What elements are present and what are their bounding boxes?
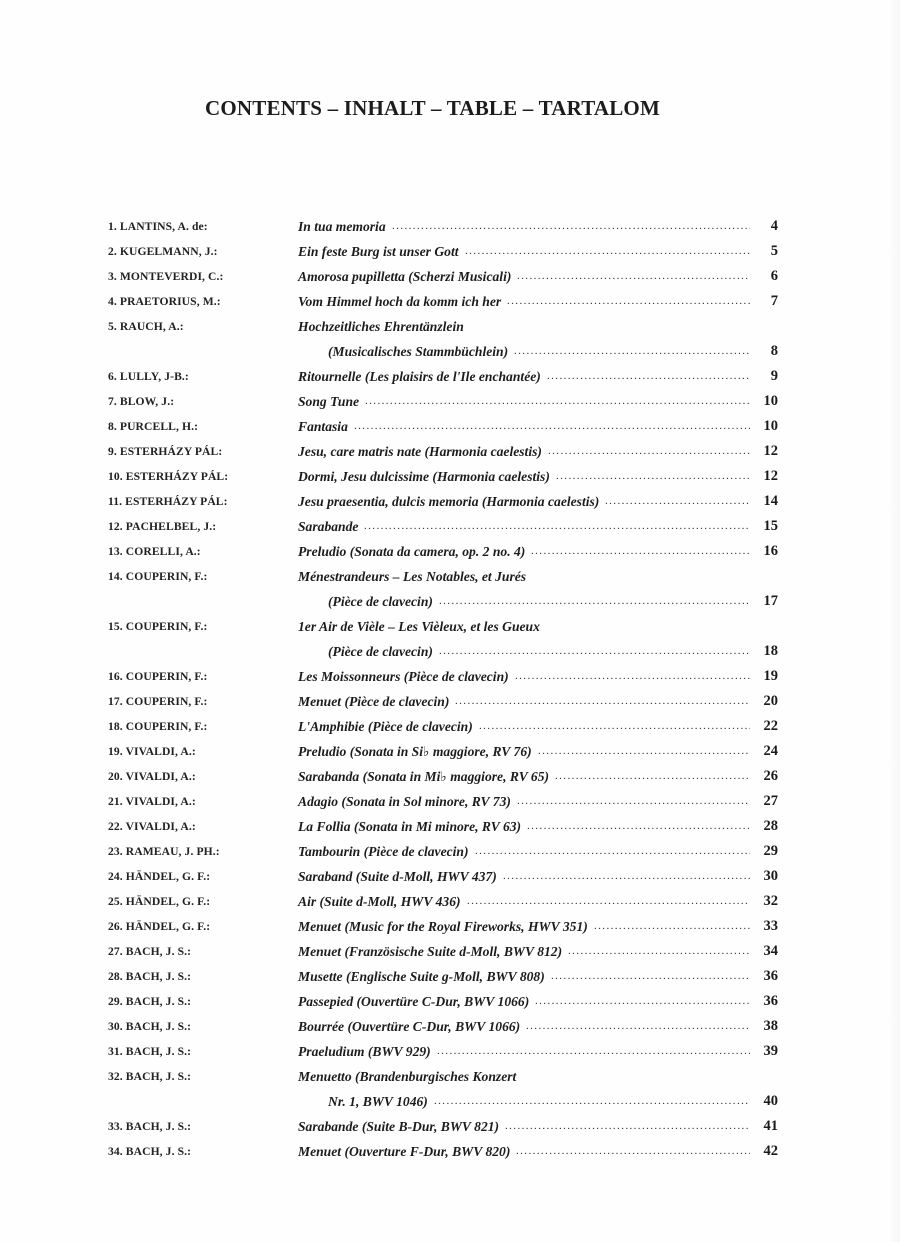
composer-name: 17. COUPERIN, F.: (108, 695, 208, 708)
page-number: 10 (763, 393, 778, 409)
piece-title: Tambourin (Pièce de clavecin) (298, 844, 469, 859)
toc-line (108, 939, 778, 964)
dot-leader (503, 864, 750, 889)
toc-entry (108, 1114, 778, 1139)
toc-entry (108, 964, 778, 989)
toc-entry (108, 1139, 778, 1164)
toc-line (108, 1064, 778, 1089)
toc-entry (108, 714, 778, 739)
dot-leader (516, 1139, 750, 1164)
page-number: 15 (763, 518, 778, 534)
toc-entry (108, 564, 778, 614)
composer-name: 15. COUPERIN, F.: (108, 620, 208, 633)
dot-leader (505, 1114, 750, 1139)
page-number: 12 (763, 443, 778, 459)
piece-title: Dormi, Jesu dulcissime (Harmonia caelestis) (298, 469, 550, 484)
piece-title: La Follia (Sonata in Mi minore, RV 63) (298, 819, 522, 834)
piece-title: Musette (Englische Suite g-Moll, BWV 808) (298, 969, 545, 984)
dot-leader (439, 589, 750, 614)
toc-line (108, 539, 778, 564)
composer-name: 1. LANTINS, A. de: (108, 220, 208, 233)
page-number: 27 (763, 793, 778, 809)
page-number: 34 (763, 943, 778, 959)
composer-name: 33. BACH, J. S.: (108, 1120, 192, 1133)
piece-title: Fantasia (298, 419, 348, 434)
dot-leader (538, 739, 750, 764)
piece-title: (Musicalisches Stammbüchlein) (328, 344, 509, 359)
toc-entry (108, 889, 778, 914)
toc-entry (108, 864, 778, 889)
composer-name: 30. BACH, J. S.: (108, 1020, 192, 1033)
toc-entry (108, 1064, 778, 1114)
page-number: 38 (763, 1018, 778, 1034)
composer-name: 29. BACH, J. S.: (108, 995, 192, 1008)
toc-line (108, 1139, 778, 1164)
composer-name: 27. BACH, J. S.: (108, 945, 192, 958)
table-of-contents (108, 214, 778, 1164)
dot-leader (594, 914, 750, 939)
composer-name: 5. RAUCH, A.: (108, 320, 184, 333)
toc-entry (108, 389, 778, 414)
dot-leader (479, 714, 750, 739)
toc-entry (108, 539, 778, 564)
dot-leader (439, 639, 750, 664)
dot-leader (507, 289, 750, 314)
composer-name: 4. PRAETORIUS, M.: (108, 295, 221, 308)
toc-entry (108, 214, 778, 239)
toc-entry (108, 414, 778, 439)
dot-leader (547, 364, 750, 389)
piece-title: Les Moissonneurs (Pièce de clavecin) (298, 669, 509, 684)
page-number: 40 (763, 1093, 778, 1109)
page-number: 22 (763, 718, 778, 734)
composer-name: 34. BACH, J. S.: (108, 1145, 192, 1158)
piece-title: Sarabanda (Sonata in Mi♭ maggiore, RV 65) (298, 769, 550, 784)
toc-line (108, 689, 778, 714)
toc-line (108, 614, 778, 639)
toc-line (108, 714, 778, 739)
toc-line (108, 514, 778, 539)
composer-name: 3. MONTEVERDI, C.: (108, 270, 224, 283)
composer-name: 7. BLOW, J.: (108, 395, 175, 408)
piece-title: Ménestrandeurs – Les Notables, et Jurés (298, 569, 527, 584)
toc-entry (108, 664, 778, 689)
page-number: 33 (763, 918, 778, 934)
page-number: 32 (763, 893, 778, 909)
toc-entry (108, 989, 778, 1014)
page-number: 28 (763, 818, 778, 834)
page-number: 26 (763, 768, 778, 784)
composer-name: 11. ESTERHÁZY PÁL: (108, 495, 228, 508)
composer-name: 22. VIVALDI, A.: (108, 820, 196, 833)
toc-line (108, 764, 778, 789)
toc-entry (108, 939, 778, 964)
page-number: 29 (763, 843, 778, 859)
dot-leader (605, 489, 750, 514)
dot-leader (527, 814, 750, 839)
page-number: 9 (770, 368, 778, 384)
piece-title: Sarabande (Suite B-Dur, BWV 821) (298, 1119, 500, 1134)
composer-name: 9. ESTERHÁZY PÁL: (108, 445, 223, 458)
toc-entry (108, 789, 778, 814)
piece-title: Preludio (Sonata da camera, op. 2 no. 4) (298, 544, 526, 559)
dot-leader (535, 989, 750, 1014)
piece-title: Saraband (Suite d-Moll, HWV 437) (298, 869, 497, 884)
dot-leader (364, 514, 750, 539)
toc-line (108, 664, 778, 689)
piece-title: Menuet (Französische Suite d-Moll, BWV 812) (298, 944, 563, 959)
toc-entry (108, 764, 778, 789)
page-edge-shadow (888, 0, 900, 1242)
page-number: 14 (763, 493, 778, 509)
page-number: 18 (763, 643, 778, 659)
piece-title: Amorosa pupilletta (Scherzi Musicali) (298, 269, 512, 284)
piece-title: Jesu praesentia, dulcis memoria (Harmonia caelestis) (298, 494, 600, 509)
dot-leader (475, 839, 750, 864)
dot-leader (467, 889, 750, 914)
toc-line (108, 739, 778, 764)
page-number: 16 (763, 543, 778, 559)
piece-title: Jesu, care matris nate (Harmonia caelestis) (298, 444, 542, 459)
composer-name: 2. KUGELMANN, J.: (108, 245, 218, 258)
page-number: 17 (763, 593, 778, 609)
toc-line (108, 264, 778, 289)
toc-entry (108, 464, 778, 489)
piece-title: Air (Suite d-Moll, HWV 436) (298, 894, 461, 909)
dot-leader (392, 214, 750, 239)
piece-title: Menuet (Ouverture F-Dur, BWV 820) (298, 1144, 511, 1159)
composer-name: 25. HÄNDEL, G. F.: (108, 895, 211, 908)
composer-name: 26. HÄNDEL, G. F.: (108, 920, 211, 933)
page-number: 8 (770, 343, 778, 359)
toc-entry (108, 814, 778, 839)
toc-line (108, 289, 778, 314)
dot-leader (548, 439, 750, 464)
toc-entry (108, 514, 778, 539)
composer-name: 19. VIVALDI, A.: (108, 745, 196, 758)
toc-entry (108, 314, 778, 364)
toc-entry (108, 739, 778, 764)
dot-leader (434, 1089, 750, 1114)
piece-title: Menuetto (Brandenburgisches Konzert (298, 1069, 517, 1084)
toc-line (108, 864, 778, 889)
toc-line (108, 214, 778, 239)
composer-name: 21. VIVALDI, A.: (108, 795, 196, 808)
composer-name: 24. HÄNDEL, G. F.: (108, 870, 211, 883)
piece-title: Sarabande (298, 519, 359, 534)
toc-entry (108, 1039, 778, 1064)
toc-line (108, 239, 778, 264)
dot-leader (365, 389, 750, 414)
toc-entry (108, 489, 778, 514)
piece-title: Hochzeitliches Ehrentänzlein (298, 319, 464, 334)
toc-entry (108, 689, 778, 714)
composer-name: 12. PACHELBEL, J.: (108, 520, 217, 533)
page-number: 5 (770, 243, 778, 259)
dot-leader (531, 539, 750, 564)
dot-leader (517, 264, 750, 289)
toc-line (108, 989, 778, 1014)
piece-title: (Pièce de clavecin) (328, 594, 433, 609)
composer-name: 18. COUPERIN, F.: (108, 720, 208, 733)
piece-title: L'Amphibie (Pièce de clavecin) (298, 719, 473, 734)
dot-leader (555, 764, 750, 789)
piece-title: Bourrée (Ouvertüre C-Dur, BWV 1066) (298, 1019, 521, 1034)
toc-line (108, 639, 778, 664)
toc-entry (108, 914, 778, 939)
page-number: 30 (763, 868, 778, 884)
piece-title: Nr. 1, BWV 1046) (328, 1094, 428, 1109)
piece-title: Ein feste Burg ist unser Gott (298, 244, 459, 259)
toc-line (108, 839, 778, 864)
composer-name: 32. BACH, J. S.: (108, 1070, 192, 1083)
composer-name: 31. BACH, J. S.: (108, 1045, 192, 1058)
toc-entry (108, 289, 778, 314)
toc-line (108, 439, 778, 464)
toc-line (108, 889, 778, 914)
toc-line (108, 314, 778, 339)
piece-title: Preludio (Sonata in Si♭ maggiore, RV 76) (298, 744, 532, 759)
page-number: 19 (763, 668, 778, 684)
dot-leader (455, 689, 750, 714)
page-number: 7 (770, 293, 778, 309)
piece-title: Menuet (Pièce de clavecin) (298, 694, 450, 709)
toc-entry (108, 614, 778, 664)
toc-line (108, 1014, 778, 1039)
page-number: 41 (763, 1118, 778, 1134)
page-number: 36 (763, 968, 778, 984)
page-number: 42 (763, 1143, 778, 1159)
toc-entry (108, 239, 778, 264)
page-number: 39 (763, 1043, 778, 1059)
page-number: 24 (763, 743, 778, 759)
toc-line (108, 464, 778, 489)
piece-title: 1er Air de Vièle – Les Vièleux, et les Gueux (298, 619, 540, 634)
toc-line (108, 814, 778, 839)
composer-name: 13. CORELLI, A.: (108, 545, 201, 558)
dot-leader (515, 664, 750, 689)
toc-line (108, 389, 778, 414)
toc-line (108, 364, 778, 389)
composer-name: 14. COUPERIN, F.: (108, 570, 208, 583)
composer-name: 6. LULLY, J-B.: (108, 370, 189, 383)
toc-line (108, 1089, 778, 1114)
dot-leader (437, 1039, 750, 1064)
piece-title: Ritournelle (Les plaisirs de l'Ile enchantée) (298, 369, 541, 384)
dot-leader (465, 239, 750, 264)
dot-leader (556, 464, 750, 489)
toc-entry (108, 1014, 778, 1039)
toc-line (108, 914, 778, 939)
page-number: 12 (763, 468, 778, 484)
dot-leader (551, 964, 750, 989)
dot-leader (517, 789, 750, 814)
composer-name: 8. PURCELL, H.: (108, 420, 199, 433)
page-title: CONTENTS – INHALT – TABLE – TARTALOM (205, 96, 660, 120)
toc-line (108, 964, 778, 989)
piece-title: Adagio (Sonata in Sol minore, RV 73) (298, 794, 511, 809)
toc-entry (108, 264, 778, 289)
piece-title: (Pièce de clavecin) (328, 644, 433, 659)
dot-leader (354, 414, 750, 439)
composer-name: 16. COUPERIN, F.: (108, 670, 208, 683)
dot-leader (568, 939, 750, 964)
piece-title: Song Tune (298, 394, 360, 409)
page-number: 10 (763, 418, 778, 434)
toc-line (108, 414, 778, 439)
page-number: 4 (770, 218, 778, 234)
piece-title: Praeludium (BWV 929) (298, 1044, 431, 1059)
page-number: 6 (770, 268, 778, 284)
piece-title: Menuet (Music for the Royal Fireworks, HWV 351) (298, 919, 588, 934)
piece-title: Vom Himmel hoch da komm ich her (298, 294, 502, 309)
composer-name: 28. BACH, J. S.: (108, 970, 192, 983)
toc-entry (108, 839, 778, 864)
composer-name: 10. ESTERHÁZY PÁL: (108, 470, 229, 483)
toc-entry (108, 364, 778, 389)
toc-line (108, 589, 778, 614)
piece-title: Passepied (Ouvertüre C-Dur, BWV 1066) (298, 994, 530, 1009)
piece-title: In tua memoria (298, 219, 386, 234)
dot-leader (526, 1014, 750, 1039)
toc-entry (108, 439, 778, 464)
dot-leader (514, 339, 750, 364)
toc-line (108, 1114, 778, 1139)
composer-name: 20. VIVALDI, A.: (108, 770, 196, 783)
page-number: 20 (763, 693, 778, 709)
toc-line (108, 789, 778, 814)
toc-line (108, 564, 778, 589)
page-number: 36 (763, 993, 778, 1009)
composer-name: 23. RAMEAU, J. PH.: (108, 845, 220, 858)
toc-line (108, 489, 778, 514)
toc-line (108, 339, 778, 364)
toc-line (108, 1039, 778, 1064)
